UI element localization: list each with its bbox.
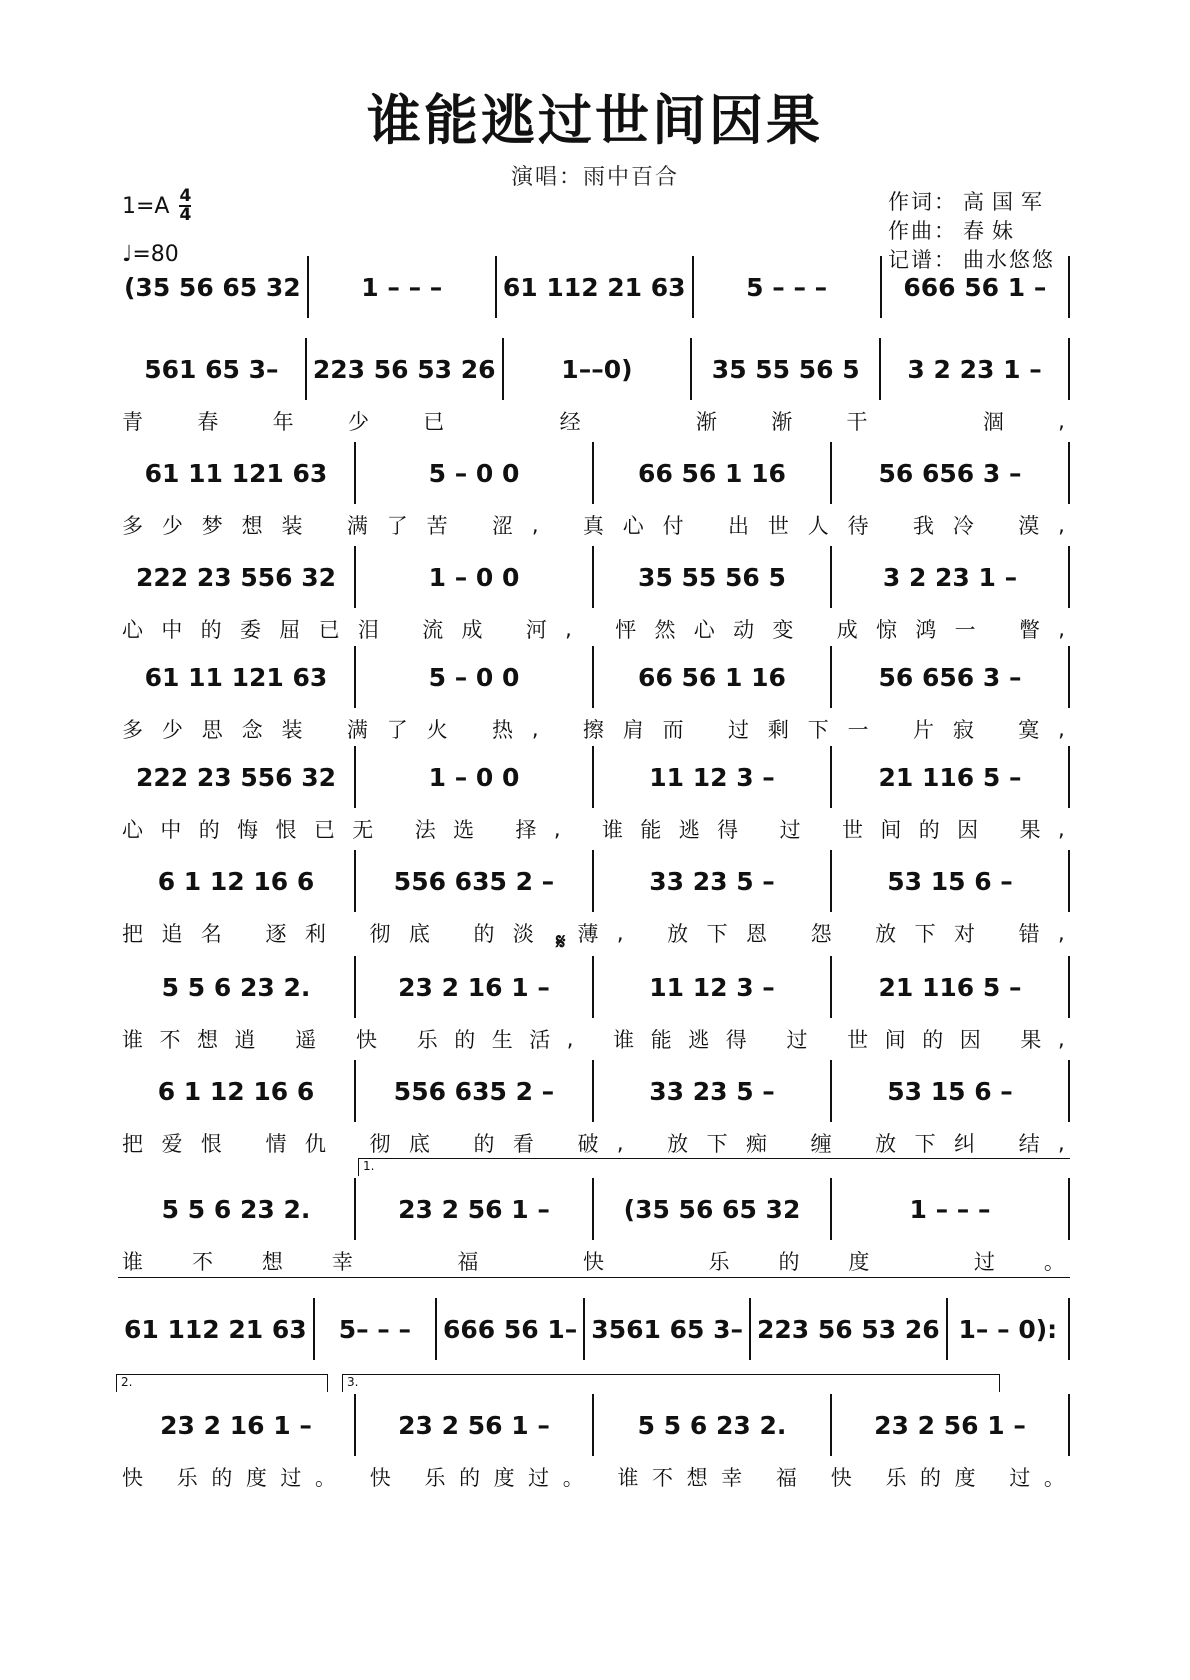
key-signature: 1=A — [122, 193, 170, 219]
measure: 5 – – – — [694, 256, 882, 318]
measure: 222 23 556 32 — [118, 546, 356, 608]
measure: 23 2 56 1 – — [356, 1394, 594, 1456]
measure: 33 23 5 – — [594, 850, 832, 912]
notation-line — [118, 338, 1070, 400]
measure: 1 – – – — [909, 1194, 991, 1224]
notation-line — [118, 442, 1070, 504]
measure: 1 – – – — [309, 256, 497, 318]
score-system — [118, 646, 1070, 750]
measure: 11 12 3 – — [594, 956, 832, 1018]
measure: 61 11 121 63 — [118, 442, 356, 504]
notation-line — [118, 746, 1070, 808]
measure: 666 56 1– — [437, 1298, 585, 1360]
notation-line — [118, 1178, 1070, 1240]
measure: 1– – 0): — [958, 1314, 1058, 1344]
measure: 1 – 0 0 — [356, 746, 594, 808]
measure: 223 56 53 26 — [307, 338, 504, 400]
score-system — [118, 956, 1070, 1060]
measure: 5 5 6 23 2. — [594, 1394, 832, 1456]
time-signature-bottom: 4 — [179, 205, 192, 225]
measure: 556 635 2 – — [356, 1060, 594, 1122]
measure: 23 2 56 1 – — [874, 1410, 1026, 1440]
lyrics-line: 心 中 的 悔 恨 已 无 法 选 择 , 谁 能 逃 得 过 世 间 的 因 果 , — [122, 817, 1066, 842]
measure: 23 2 16 1 – — [356, 956, 594, 1018]
volta-1: 1. — [358, 1158, 1070, 1176]
notation-line — [118, 1060, 1070, 1122]
measure: 66 56 1 16 — [594, 646, 832, 708]
measure: 3 2 23 1 – — [882, 562, 1018, 592]
measure: 5 5 6 23 2. — [118, 1178, 356, 1240]
measure: (35 56 65 32 — [118, 256, 309, 318]
score-system — [118, 546, 1070, 650]
measure: 56 656 3 – — [878, 662, 1022, 692]
notation-line — [118, 956, 1070, 1018]
measure: 23 2 16 1 – — [118, 1394, 356, 1456]
time-signature — [179, 188, 191, 224]
measure: 561 65 3– — [118, 338, 307, 400]
notation-line — [118, 850, 1070, 912]
measure: (35 56 65 32 — [594, 1178, 832, 1240]
lyrics-line: 把 爱 恨 情 仇 彻 底 的 看 破 , 放 下 痴 缠 放 下 纠 结 , — [122, 1131, 1066, 1156]
measure: 56 656 3 – — [878, 458, 1022, 488]
lyrics-line: 把 追 名 逐 利 彻 底 的 淡 薄 , 放 下 恩 怨 放 下 对 错 , — [122, 921, 1066, 946]
measure: 35 55 56 5 — [692, 338, 881, 400]
measure: 6 1 12 16 6 — [118, 850, 356, 912]
segno-sign: 𝄋 — [556, 930, 566, 955]
time-signature-top: 4 — [179, 186, 192, 206]
lyrics-line: 多 少 梦 想 装 满 了 苦 涩 , 真 心 付 出 世 人 待 我 冷 漠 , — [122, 513, 1066, 538]
lyrics-line: 谁 不 想 逍 遥 快 乐 的 生 活 , 谁 能 逃 得 过 世 间 的 因 果 , — [122, 1027, 1066, 1052]
composer-credit: 作曲： 春妹 — [888, 219, 1021, 243]
measure: 556 635 2 – — [356, 850, 594, 912]
score-system — [118, 746, 1070, 850]
volta-2: 2. — [116, 1374, 328, 1392]
score-system — [118, 850, 1070, 954]
measure: 66 56 1 16 — [594, 442, 832, 504]
measure: 23 2 56 1 – — [356, 1178, 594, 1240]
lyrics-line: 快 乐 的 度 过 。 快 乐 的 度 过 。 谁 不 想 幸 福 快 乐 的 度 过 。 — [122, 1466, 1066, 1490]
measure: 5– – – — [315, 1298, 437, 1360]
measure: 33 23 5 – — [594, 1060, 832, 1122]
score-system — [118, 442, 1070, 546]
score-system — [118, 338, 1070, 442]
measure: 21 116 5 – — [878, 762, 1022, 792]
measure: 61 112 21 63 — [118, 1298, 315, 1360]
measure: 222 23 556 32 — [118, 746, 356, 808]
lyrics-line: 谁 不 想 幸 福 快 乐 的 度 过 。 — [122, 1250, 1066, 1274]
measure: 3561 65 3– — [585, 1298, 751, 1360]
measure: 5 – 0 0 — [356, 646, 594, 708]
notation-line — [118, 1394, 1070, 1456]
measure: 21 116 5 – — [878, 972, 1022, 1002]
score-system — [118, 1394, 1070, 1498]
singer-credit: 演唱：雨中百合 — [510, 165, 679, 190]
transcriber-credit: 记谱： 曲水悠悠 — [888, 248, 1055, 272]
measure: 3 2 23 1 – — [907, 354, 1042, 384]
notation-line — [118, 546, 1070, 608]
measure: 666 56 1 – — [903, 272, 1047, 302]
measure: 61 112 21 63 — [497, 256, 694, 318]
lyrics-line: 心 中 的 委 屈 已 泪 流 成 河 , 怦 然 心 动 变 成 惊 鸿 一 瞥 , — [122, 617, 1066, 642]
song-title: 谁能逃过世间因果 — [367, 88, 823, 152]
measure: 1––0) — [504, 338, 693, 400]
lyrics-line: 青 春 年 少 已 经 渐 渐 干 涸 , — [122, 409, 1066, 434]
measure: 11 12 3 – — [594, 746, 832, 808]
measure: 5 – 0 0 — [356, 442, 594, 504]
notation-line — [118, 1298, 1070, 1360]
notation-line — [118, 256, 1070, 318]
measure: 35 55 56 5 — [594, 546, 832, 608]
lyricist-credit: 作词： 高国军 — [888, 190, 1050, 214]
measure: 61 11 121 63 — [118, 646, 356, 708]
volta-3: 3. — [342, 1374, 1000, 1392]
measure: 5 5 6 23 2. — [118, 956, 356, 1018]
key-signature-row — [122, 182, 191, 230]
measure: 53 15 6 – — [887, 1076, 1013, 1106]
tempo-marking: ♩=80 — [122, 241, 179, 267]
measure: 1 – 0 0 — [356, 546, 594, 608]
notation-line — [118, 646, 1070, 708]
score-system — [118, 1178, 1070, 1282]
measure: 6 1 12 16 6 — [118, 1060, 356, 1122]
measure: 223 56 53 26 — [751, 1298, 948, 1360]
repeat-bracket-line — [118, 1277, 1070, 1278]
lyrics-line: 多 少 思 念 装 满 了 火 热 , 擦 肩 而 过 剩 下 一 片 寂 寞 , — [122, 717, 1066, 742]
measure: 53 15 6 – — [887, 866, 1013, 896]
score-system — [118, 1060, 1070, 1164]
